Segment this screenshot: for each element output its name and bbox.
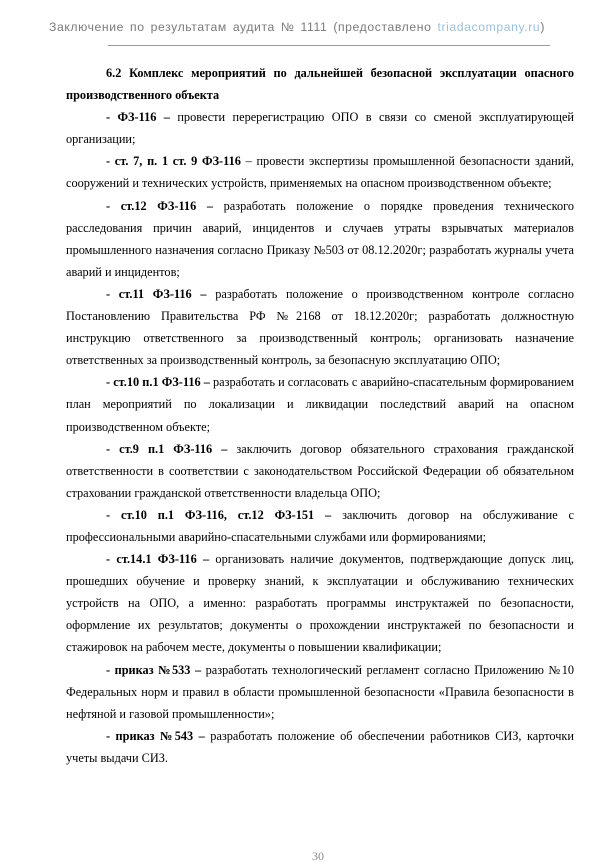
page-header [0,20,594,34]
item-text: разработать положение о порядке проведения технического расследования причин аварий, инцидентов и случаев утраты взрывчатых материалов промышленного назначения согласно Приказу №503 от 08.12.2020г; разработать журналы учета аварий и инцидентов; [66,198,575,279]
item-ref: - приказ №533 – [106,662,202,677]
item-text: заключить договор обязательного страхования гражданской ответственности в соответствии с законодательством Российской Федерации об обязательном страховании гражданской ответственности владельца ОПО; [66,441,574,500]
section-title-text: 6.2 Комплекс мероприятий по дальнейшей безопасной эксплуатации опасного производственного объекта [66,66,574,103]
item-ref: - ст.14.1 ФЗ-116 – [106,552,210,567]
item-text: разработать положение о производственном контроле согласно Постановлению Правительства РФ №2168 от 18.12.2020г; разработать должностную инструкцию ответственного за производственный контроль; организовать назначение ответственных за производственный контроль, за безопасную эксплуатацию ОПО; [66,286,574,368]
list-item [66,548,574,658]
item-text: организовать наличие документов, подтверждающие допуск лиц, прошедших обучение и проверку знаний, к эксплуатации и обслуживанию технических устройств на ОПО, а именно: разработать программы инструктажей по безопасности, оформление их результатов; документы о прохождении инструктажей по безопасности и стажировок на рабочем месте, документы о повышении квалификации; [66,552,574,655]
list-item [66,504,574,548]
list-item [66,725,574,769]
header-close: ) [540,20,545,34]
list-item [66,283,574,371]
item-text: разработать технологический регламент согласно Приложению №10 Федеральных норм и правил в области промышленной безопасности «Правила безопасности в нефтяной и газовой промышленности»; [66,662,574,721]
item-ref: - ст.12 ФЗ-116 – [106,198,214,213]
item-ref: - ст.10 п.1 ФЗ-116, ст.12 ФЗ-151 – [106,507,332,522]
item-ref: - ФЗ-116 – [106,110,170,125]
list-item [66,438,574,504]
section-title [66,62,574,106]
header-site-link[interactable]: triadacompany.ru [437,20,541,34]
page-number: 30 [312,849,324,863]
header-text: Заключение по результатам аудита № 1111 (предоставлено [49,20,438,34]
list-item [66,195,574,283]
item-ref: - ст.9 п.1 ФЗ-116 – [106,441,228,456]
header-rule [108,45,550,46]
item-ref: - ст.11 ФЗ-116 – [106,286,207,301]
item-text: – провести экспертизы промышленной безопасности зданий, сооружений и технических устройств, применяемых на опасном производственном объекте; [66,154,574,191]
item-text: разработать и согласовать с аварийно-спасательным формированием план мероприятий по локализации и ликвидации последствий аварий на опасном производственном объекте; [66,375,574,434]
item-text: провести перерегистрацию ОПО в связи со сменой эксплуатирующей организации; [66,110,574,147]
list-item [66,659,574,725]
list-item [66,106,574,150]
list-item [66,150,574,194]
item-ref: - приказ №543 – [106,728,205,743]
item-text: заключить договор на обслуживание с профессиональными аварийно-спасательными службами или формированиями; [66,507,574,544]
item-text: разработать положение об обеспечении работников СИЗ, карточки учеты выдачи СИЗ. [66,728,574,765]
item-ref: - ст.10 п.1 ФЗ-116 – [106,375,210,390]
item-ref: - ст. 7, п. 1 ст. 9 ФЗ-116 [106,154,241,169]
list-item [66,371,574,437]
document-body [66,62,574,769]
